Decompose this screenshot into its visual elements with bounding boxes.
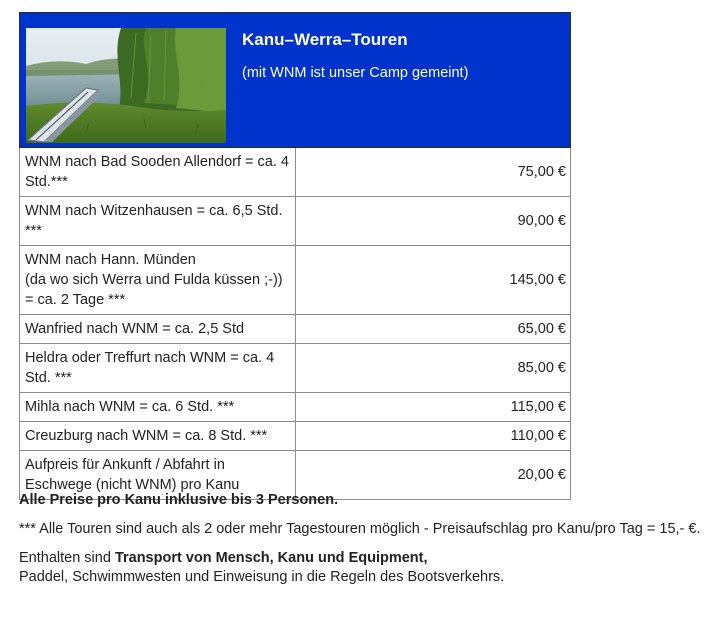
tour-description <box>20 246 296 315</box>
header-title: Kanu–Werra–Touren <box>242 30 408 49</box>
tour-description: Heldra oder Treffurt nach WNM = ca. 4 Std. *** <box>20 344 296 393</box>
tour-price: 110,00 € <box>295 422 571 451</box>
included-note <box>19 549 719 587</box>
tour-price: 115,00 € <box>295 393 571 422</box>
tour-description: Aufpreis für Ankunft / Abfahrt in Eschwege (nicht WNM) pro Kanu <box>20 451 296 500</box>
multi-day-note: *** Alle Touren sind auch als 2 oder mehr Tagestouren möglich - Preisaufschlag pro Kanu/pro Tag = 15,- €. <box>19 521 701 537</box>
table-header-row <box>20 13 571 148</box>
header-subtitle: (mit WNM ist unser Camp gemeint) <box>242 65 469 81</box>
tour-price: 75,00 € <box>295 148 571 197</box>
tour-price: 85,00 € <box>295 344 571 393</box>
all-prices-note: Alle Preise pro Kanu inklusive bis 3 Personen. <box>19 492 339 508</box>
table-row <box>20 197 571 246</box>
table-row <box>20 422 571 451</box>
included-bold: Transport von Mensch, Kanu und Equipment, <box>114 550 428 566</box>
tour-price: 145,00 € <box>295 246 571 315</box>
tour-description: Creuzburg nach WNM = ca. 8 Std. *** <box>20 422 296 451</box>
tour-price-table <box>19 12 571 500</box>
tour-price: 65,00 € <box>295 315 571 344</box>
tour-description-line: WNM nach Hann. Münden <box>25 252 196 268</box>
included-rest: Paddel, Schwimmwesten und Einweisung in die Regeln des Bootsverkehrs. <box>19 569 505 585</box>
table-row <box>20 344 571 393</box>
tour-description: Mihla nach WNM = ca. 6 Std. *** <box>20 393 296 422</box>
tour-price: 90,00 € <box>295 197 571 246</box>
included-prefix: Enthalten sind <box>19 550 115 566</box>
tour-description: WNM nach Witzenhausen = ca. 6,5 Std. *** <box>20 197 296 246</box>
tour-description-line: (da wo sich Werra und Fulda küssen ;-)) = ca. 2 Tage *** <box>25 272 283 308</box>
tour-price: 20,00 € <box>295 451 571 500</box>
notes-section <box>19 491 719 597</box>
tour-description: WNM nach Bad Sooden Allendorf = ca. 4 Std.*** <box>20 148 296 197</box>
table-row <box>20 315 571 344</box>
table-row <box>20 148 571 197</box>
table-header <box>20 13 571 148</box>
canoe-photo <box>26 28 226 143</box>
table-row <box>20 393 571 422</box>
table-row <box>20 246 571 315</box>
tour-description: Wanfried nach WNM = ca. 2,5 Std <box>20 315 296 344</box>
